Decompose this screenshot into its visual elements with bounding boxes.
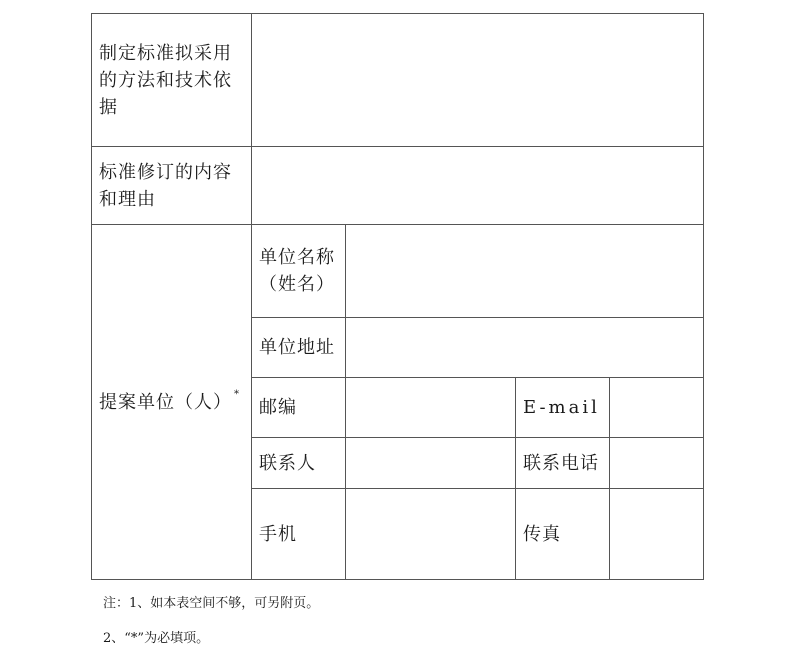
unit-name-label-cell <box>252 225 346 318</box>
method-label-cell <box>92 14 252 147</box>
proposer-label-cell <box>92 225 252 580</box>
mobile-label-cell <box>252 489 346 580</box>
unit-name-value-cell[interactable] <box>346 225 704 318</box>
revision-row <box>92 147 704 225</box>
required-mark: * <box>234 388 240 400</box>
fax-label-cell <box>516 489 610 580</box>
note-1: 注：1、如本表空间不够，可另附页。 <box>103 596 320 611</box>
revision-label-cell <box>92 147 252 225</box>
postcode-value-cell[interactable] <box>346 378 516 438</box>
phone-label: 联系电话 <box>523 452 599 474</box>
email-label: E-mail <box>523 397 600 418</box>
mobile-label: 手机 <box>259 523 297 545</box>
unit-name-label: 单位名称（姓名） <box>259 247 335 295</box>
unit-name-row <box>92 225 704 318</box>
address-label: 单位地址 <box>259 337 335 358</box>
contact-label: 联系人 <box>259 452 316 474</box>
email-label-cell <box>516 378 610 438</box>
revision-label: 标准修订的内容和理由 <box>99 161 232 210</box>
revision-value-cell[interactable] <box>252 147 704 225</box>
postcode-label-cell <box>252 378 346 438</box>
contact-value-cell[interactable] <box>346 438 516 489</box>
proposal-form-table <box>91 13 704 580</box>
method-row <box>92 14 704 147</box>
mobile-value-cell[interactable] <box>346 489 516 580</box>
email-value-cell[interactable] <box>610 378 704 438</box>
note-2: 2、“*”为必填项。 <box>103 631 210 646</box>
phone-label-cell <box>516 438 610 489</box>
postcode-label: 邮编 <box>259 397 297 418</box>
address-value-cell[interactable] <box>346 318 704 378</box>
method-value-cell[interactable] <box>252 14 704 147</box>
fax-value-cell[interactable] <box>610 489 704 580</box>
fax-label: 传真 <box>523 523 561 545</box>
phone-value-cell[interactable] <box>610 438 704 489</box>
address-label-cell <box>252 318 346 378</box>
method-label: 制定标准拟采用的方法和技术依据 <box>99 43 232 118</box>
proposer-label: 提案单位（人） <box>99 391 232 413</box>
contact-label-cell <box>252 438 346 489</box>
